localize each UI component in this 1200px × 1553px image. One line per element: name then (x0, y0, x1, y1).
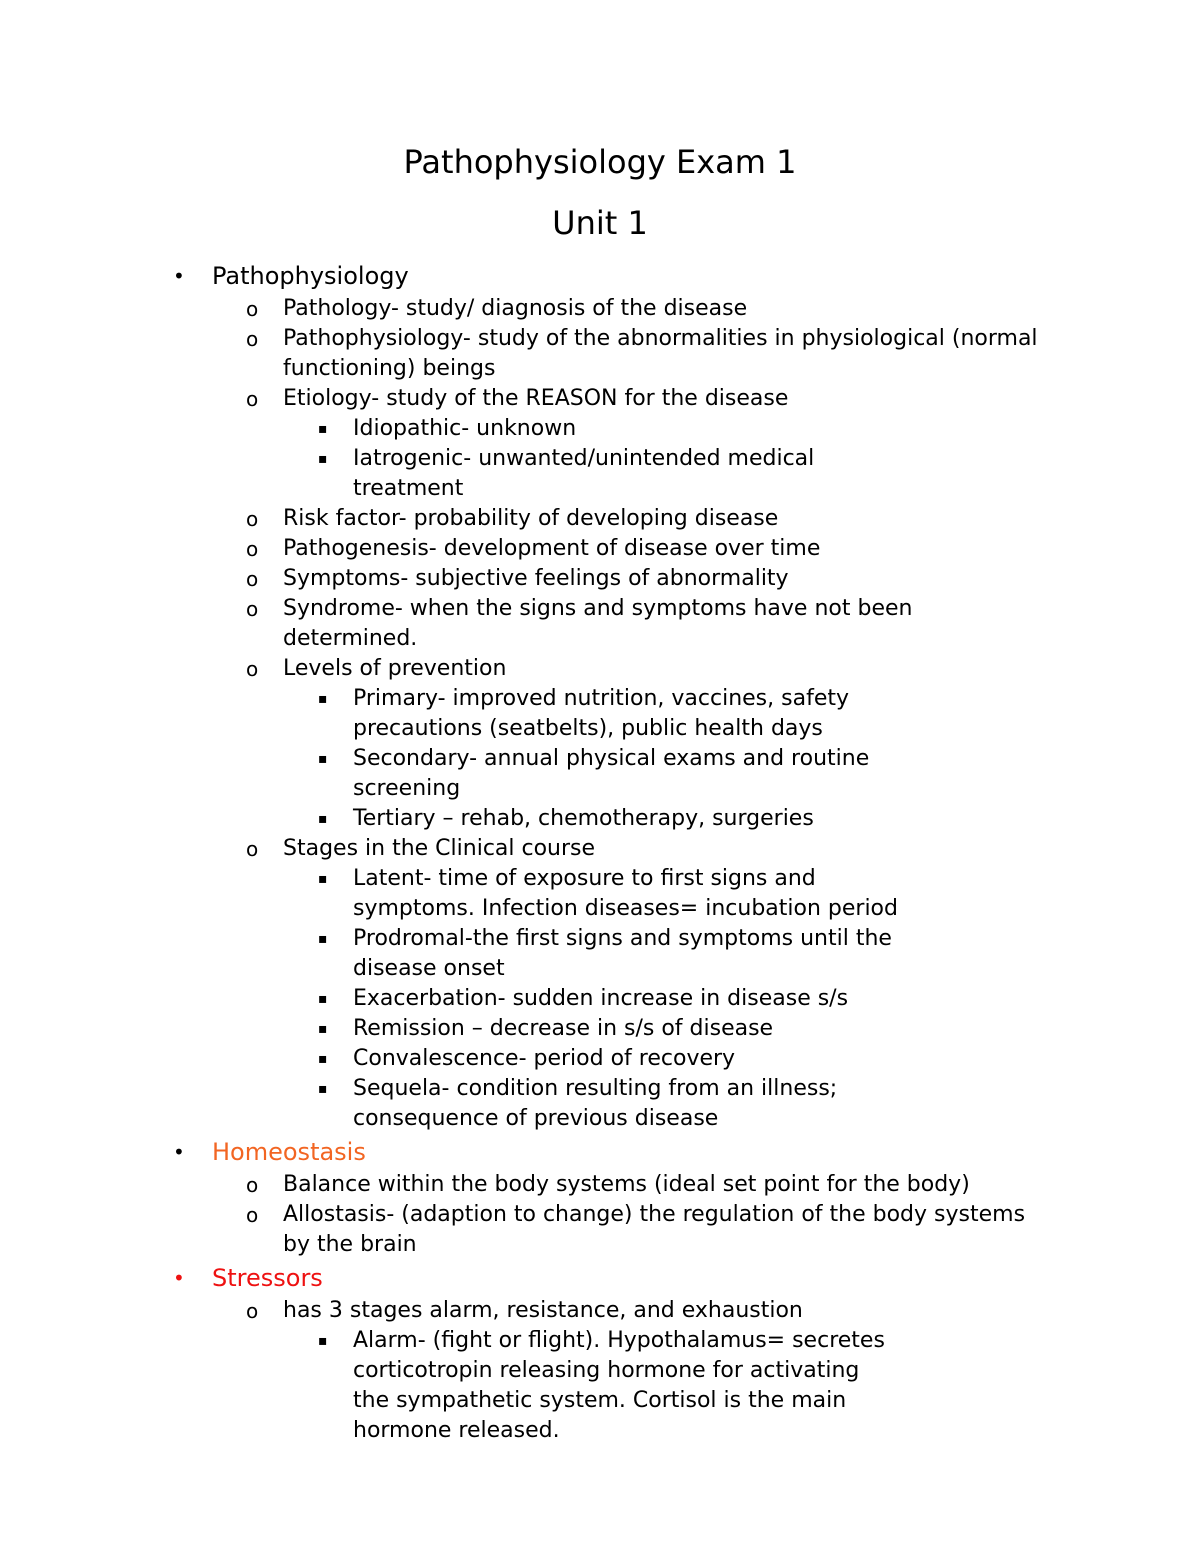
sub-list-item (0, 684, 1050, 744)
circle-bullet-icon: o (246, 567, 259, 591)
sub-list-item (0, 1074, 1050, 1134)
item-text: Pathophysiology- study of the abnormalities in physiological (normal functioning) beings (283, 326, 1038, 381)
sub-item-text: Alarm- (fight or flight). Hypothalamus= secretes corticotropin releasing hormone for activating the sympathetic system. Cortisol is the main hormone released. (353, 1328, 885, 1443)
square-bullet-icon: ▪ (318, 1051, 328, 1067)
item-text: Risk factor- probability of developing disease (283, 506, 779, 531)
list-item (0, 1200, 1200, 1260)
sub-list-item (0, 804, 1050, 834)
square-bullet-icon: ▪ (318, 421, 328, 437)
sub-item-text: Convalescence- period of recovery (353, 1046, 736, 1071)
item-text: Syndrome- when the signs and symptoms have not been determined. (283, 596, 913, 651)
list-item (0, 324, 1200, 384)
sub-item-text: Primary- improved nutrition, vaccines, safety precautions (seatbelts), public health days (353, 686, 849, 741)
circle-bullet-icon: o (246, 537, 259, 561)
square-bullet-icon: ▪ (318, 1021, 328, 1037)
sub-list-item (0, 1014, 1050, 1044)
sub-list-item (0, 444, 1050, 504)
bullet-icon: • (173, 264, 185, 288)
item-text: Etiology- study of the REASON for the disease (283, 386, 789, 411)
sub-list-item (0, 1326, 1050, 1446)
sub-item-text: Idiopathic- unknown (353, 416, 577, 441)
square-bullet-icon: ▪ (318, 811, 328, 827)
document-subtitle: Unit 1 (552, 204, 648, 242)
square-bullet-icon: ▪ (318, 1333, 328, 1349)
item-text: Allostasis- (adaption to change) the regulation of the body systems by the brain (283, 1202, 1026, 1257)
sub-item-text: Secondary- annual physical exams and routine screening (353, 746, 870, 801)
sub-item-text: Prodromal-the first signs and symptoms until the disease onset (353, 926, 892, 981)
square-bullet-icon: ▪ (318, 1081, 328, 1097)
square-bullet-icon: ▪ (318, 451, 328, 467)
circle-bullet-icon: o (246, 387, 259, 411)
circle-bullet-icon: o (246, 507, 259, 531)
list-item (0, 294, 1200, 324)
sub-list-item (0, 1044, 1050, 1074)
circle-bullet-icon: o (246, 657, 259, 681)
section-stressors (0, 1260, 1200, 1446)
sub-item-text: Latent- time of exposure to first signs and symptoms. Infection diseases= incubation period (353, 866, 898, 921)
list-item (0, 594, 1200, 654)
square-bullet-icon: ▪ (318, 691, 328, 707)
item-text: Symptoms- subjective feelings of abnormality (283, 566, 789, 591)
list-item (0, 1296, 1200, 1446)
list-item (0, 654, 1200, 834)
outline (0, 258, 1200, 1446)
list-item (0, 534, 1200, 564)
circle-bullet-icon: o (246, 1173, 259, 1197)
item-text: Pathology- study/ diagnosis of the disease (283, 296, 748, 321)
square-bullet-icon: ▪ (318, 931, 328, 947)
sub-list-item (0, 924, 1050, 984)
item-text: Stages in the Clinical course (283, 836, 596, 861)
sub-item-text: Tertiary – rehab, chemotherapy, surgeries (353, 806, 814, 831)
circle-bullet-icon: o (246, 1203, 259, 1227)
sub-list-item (0, 984, 1050, 1014)
circle-bullet-icon: o (246, 297, 259, 321)
square-bullet-icon: ▪ (318, 991, 328, 1007)
sub-item-text: Iatrogenic- unwanted/unintended medical treatment (353, 446, 815, 501)
section-heading: Stressors (212, 1264, 323, 1292)
square-bullet-icon: ▪ (318, 751, 328, 767)
item-text: Balance within the body systems (ideal set point for the body) (283, 1172, 970, 1197)
sub-list-item (0, 744, 1050, 804)
sub-item-text: Remission – decrease in s/s of disease (353, 1016, 774, 1041)
section-heading: Homeostasis (212, 1138, 366, 1166)
item-text: Pathogenesis- development of disease over time (283, 536, 821, 561)
section-heading: Pathophysiology (212, 262, 409, 290)
sub-list-item (0, 864, 1050, 924)
sub-item-text: Exacerbation- sudden increase in disease s/s (353, 986, 849, 1011)
item-text: has 3 stages alarm, resistance, and exhaustion (283, 1298, 803, 1323)
circle-bullet-icon: o (246, 1299, 259, 1323)
document-title: Pathophysiology Exam 1 (403, 143, 797, 181)
sub-list-item (0, 414, 1050, 444)
list-item (0, 384, 1200, 504)
circle-bullet-icon: o (246, 597, 259, 621)
circle-bullet-icon: o (246, 327, 259, 351)
section-pathophysiology (0, 258, 1200, 1134)
item-text: Levels of prevention (283, 656, 507, 681)
bullet-icon: • (173, 1266, 185, 1290)
sub-item-text: Sequela- condition resulting from an illness; consequence of previous disease (353, 1076, 838, 1131)
section-homeostasis (0, 1134, 1200, 1260)
square-bullet-icon: ▪ (318, 871, 328, 887)
bullet-icon: • (173, 1140, 185, 1164)
list-item (0, 564, 1200, 594)
list-item (0, 834, 1200, 1134)
list-item (0, 1170, 1200, 1200)
list-item (0, 504, 1200, 534)
circle-bullet-icon: o (246, 837, 259, 861)
